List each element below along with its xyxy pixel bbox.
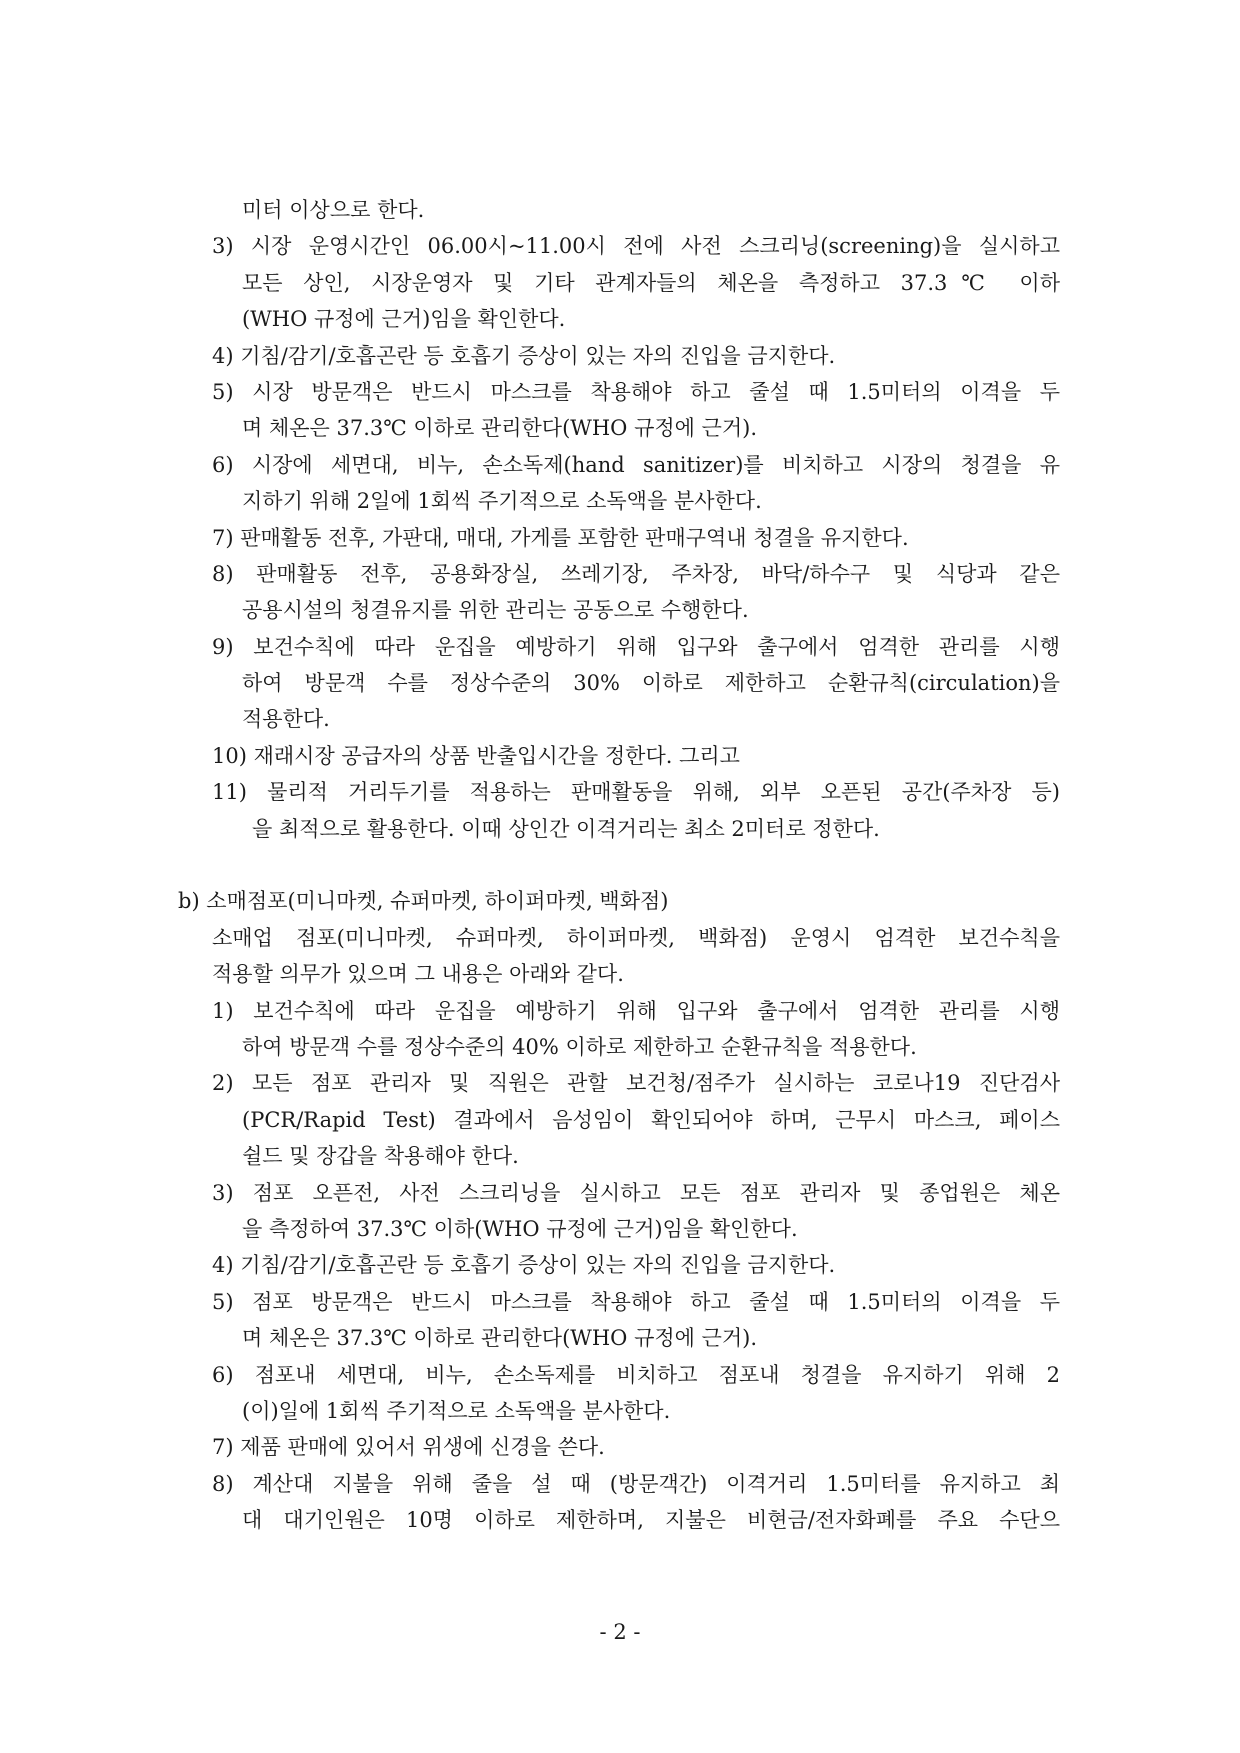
list-item: 7) 판매활동 전후, 가판대, 매대, 가게를 포함한 판매구역내 청결을 유지한다. [212, 525, 909, 550]
page-number: - 2 - [599, 1620, 641, 1644]
paragraph-line: 소매업 점포(미니마켓, 슈퍼마켓, 하이퍼마켓, 백화점) 운영시 엄격한 보건수칙을 [212, 925, 1060, 950]
list-item: 6) 점포내 세면대, 비누, 손소독제를 비치하고 점포내 청결을 유지하기 위해 2 [212, 1362, 1060, 1387]
blank-line [178, 847, 1060, 883]
list-item-continuation: 며 체온은 37.3℃ 이하로 관리한다(WHO 규정에 근거). [242, 1326, 758, 1351]
paragraph-line: 적용할 의무가 있으며 그 내용은 아래와 같다. [212, 962, 624, 987]
list-item-continuation: 공용시설의 청결유지를 위한 관리는 공동으로 수행한다. [242, 598, 749, 623]
list-item: 9) 보건수칙에 따라 운집을 예방하기 위해 입구와 출구에서 엄격한 관리를 시행 [212, 634, 1060, 659]
list-item-continuation: (PCR/Rapid Test) 결과에서 음성임이 확인되어야 하며, 근무시 마스크, 페이스 [242, 1107, 1060, 1132]
list-item-continuation: 하여 방문객 수를 정상수준의 30% 이하로 제한하고 순환규칙(circulation)을 [242, 671, 1060, 696]
list-item-continuation: 지하기 위해 2일에 1회씩 주기적으로 소독액을 분사한다. [242, 489, 762, 514]
list-item: 3) 점포 오픈전, 사전 스크리닝을 실시하고 모든 점포 관리자 및 종업원은 체온 [212, 1180, 1060, 1205]
list-item-continuation: 쉴드 및 장갑을 착용해야 한다. [242, 1144, 519, 1169]
list-item: 10) 재래시장 공급자의 상품 반출입시간을 정한다. 그리고 [212, 743, 740, 768]
list-item: 2) 모든 점포 관리자 및 직원은 관할 보건청/점주가 실시하는 코로나19 진단검사 [212, 1071, 1060, 1096]
list-item: 7) 제품 판매에 있어서 위생에 신경을 쓴다. [212, 1435, 605, 1460]
list-item-continuation: 을 최적으로 활용한다. 이때 상인간 이격거리는 최소 2미터로 정한다. [252, 816, 880, 841]
list-item-continuation: (WHO 규정에 근거)임을 확인한다. [242, 307, 566, 332]
list-item: 5) 점포 방문객은 반드시 마스크를 착용해야 하고 줄설 때 1.5미터의 이격을 두 [212, 1289, 1060, 1314]
list-item: 3) 시장 운영시간인 06.00시~11.00시 전에 사전 스크리닝(screening)을 실시하고 [212, 234, 1060, 259]
list-item-continuation: 미터 이상으로 한다. [242, 198, 425, 222]
list-item: 11) 물리적 거리두기를 적용하는 판매활동을 위해, 외부 오픈된 공간(주차장 등) [212, 780, 1060, 805]
list-item: 8) 계산대 지불을 위해 줄을 설 때 (방문객간) 이격거리 1.5미터를 유지하고 최 [212, 1471, 1060, 1496]
list-item-continuation: 모든 상인, 시장운영자 및 기타 관계자들의 체온을 측정하고 37.3℃ 이하 [242, 270, 1060, 295]
list-item: 4) 기침/감기/호흡곤란 등 호흡기 증상이 있는 자의 진입을 금지한다. [212, 1253, 836, 1278]
section-heading: b) 소매점포(미니마켓, 슈퍼마켓, 하이퍼마켓, 백화점) [178, 889, 669, 914]
list-item-continuation: (이)일에 1회씩 주기적으로 소독액을 분사한다. [242, 1398, 671, 1423]
list-item: 1) 보건수칙에 따라 운집을 예방하기 위해 입구와 출구에서 엄격한 관리를 시행 [212, 998, 1060, 1023]
list-item-continuation: 을 측정하여 37.3℃ 이하(WHO 규정에 근거)임을 확인한다. [242, 1216, 798, 1241]
list-item: 8) 판매활동 전후, 공용화장실, 쓰레기장, 주차장, 바닥/하수구 및 식당과 같은 [212, 561, 1060, 586]
document-body [178, 192, 1060, 1538]
list-item-continuation: 하여 방문객 수를 정상수준의 40% 이하로 제한하고 순환규칙을 적용한다. [242, 1034, 917, 1059]
list-item: 5) 시장 방문객은 반드시 마스크를 착용해야 하고 줄설 때 1.5미터의 이격을 두 [212, 379, 1060, 404]
list-item-continuation: 적용한다. [242, 707, 330, 732]
list-item: 4) 기침/감기/호흡곤란 등 호흡기 증상이 있는 자의 진입을 금지한다. [212, 343, 836, 368]
list-item-continuation: 며 체온은 37.3℃ 이하로 관리한다(WHO 규정에 근거). [242, 416, 758, 441]
list-item-continuation: 대 대기인원은 10명 이하로 제한하며, 지불은 비현금/전자화폐를 주요 수단으 [242, 1508, 1060, 1533]
list-item: 6) 시장에 세면대, 비누, 손소독제(hand sanitizer)를 비치하고 시장의 청결을 유 [212, 452, 1060, 477]
